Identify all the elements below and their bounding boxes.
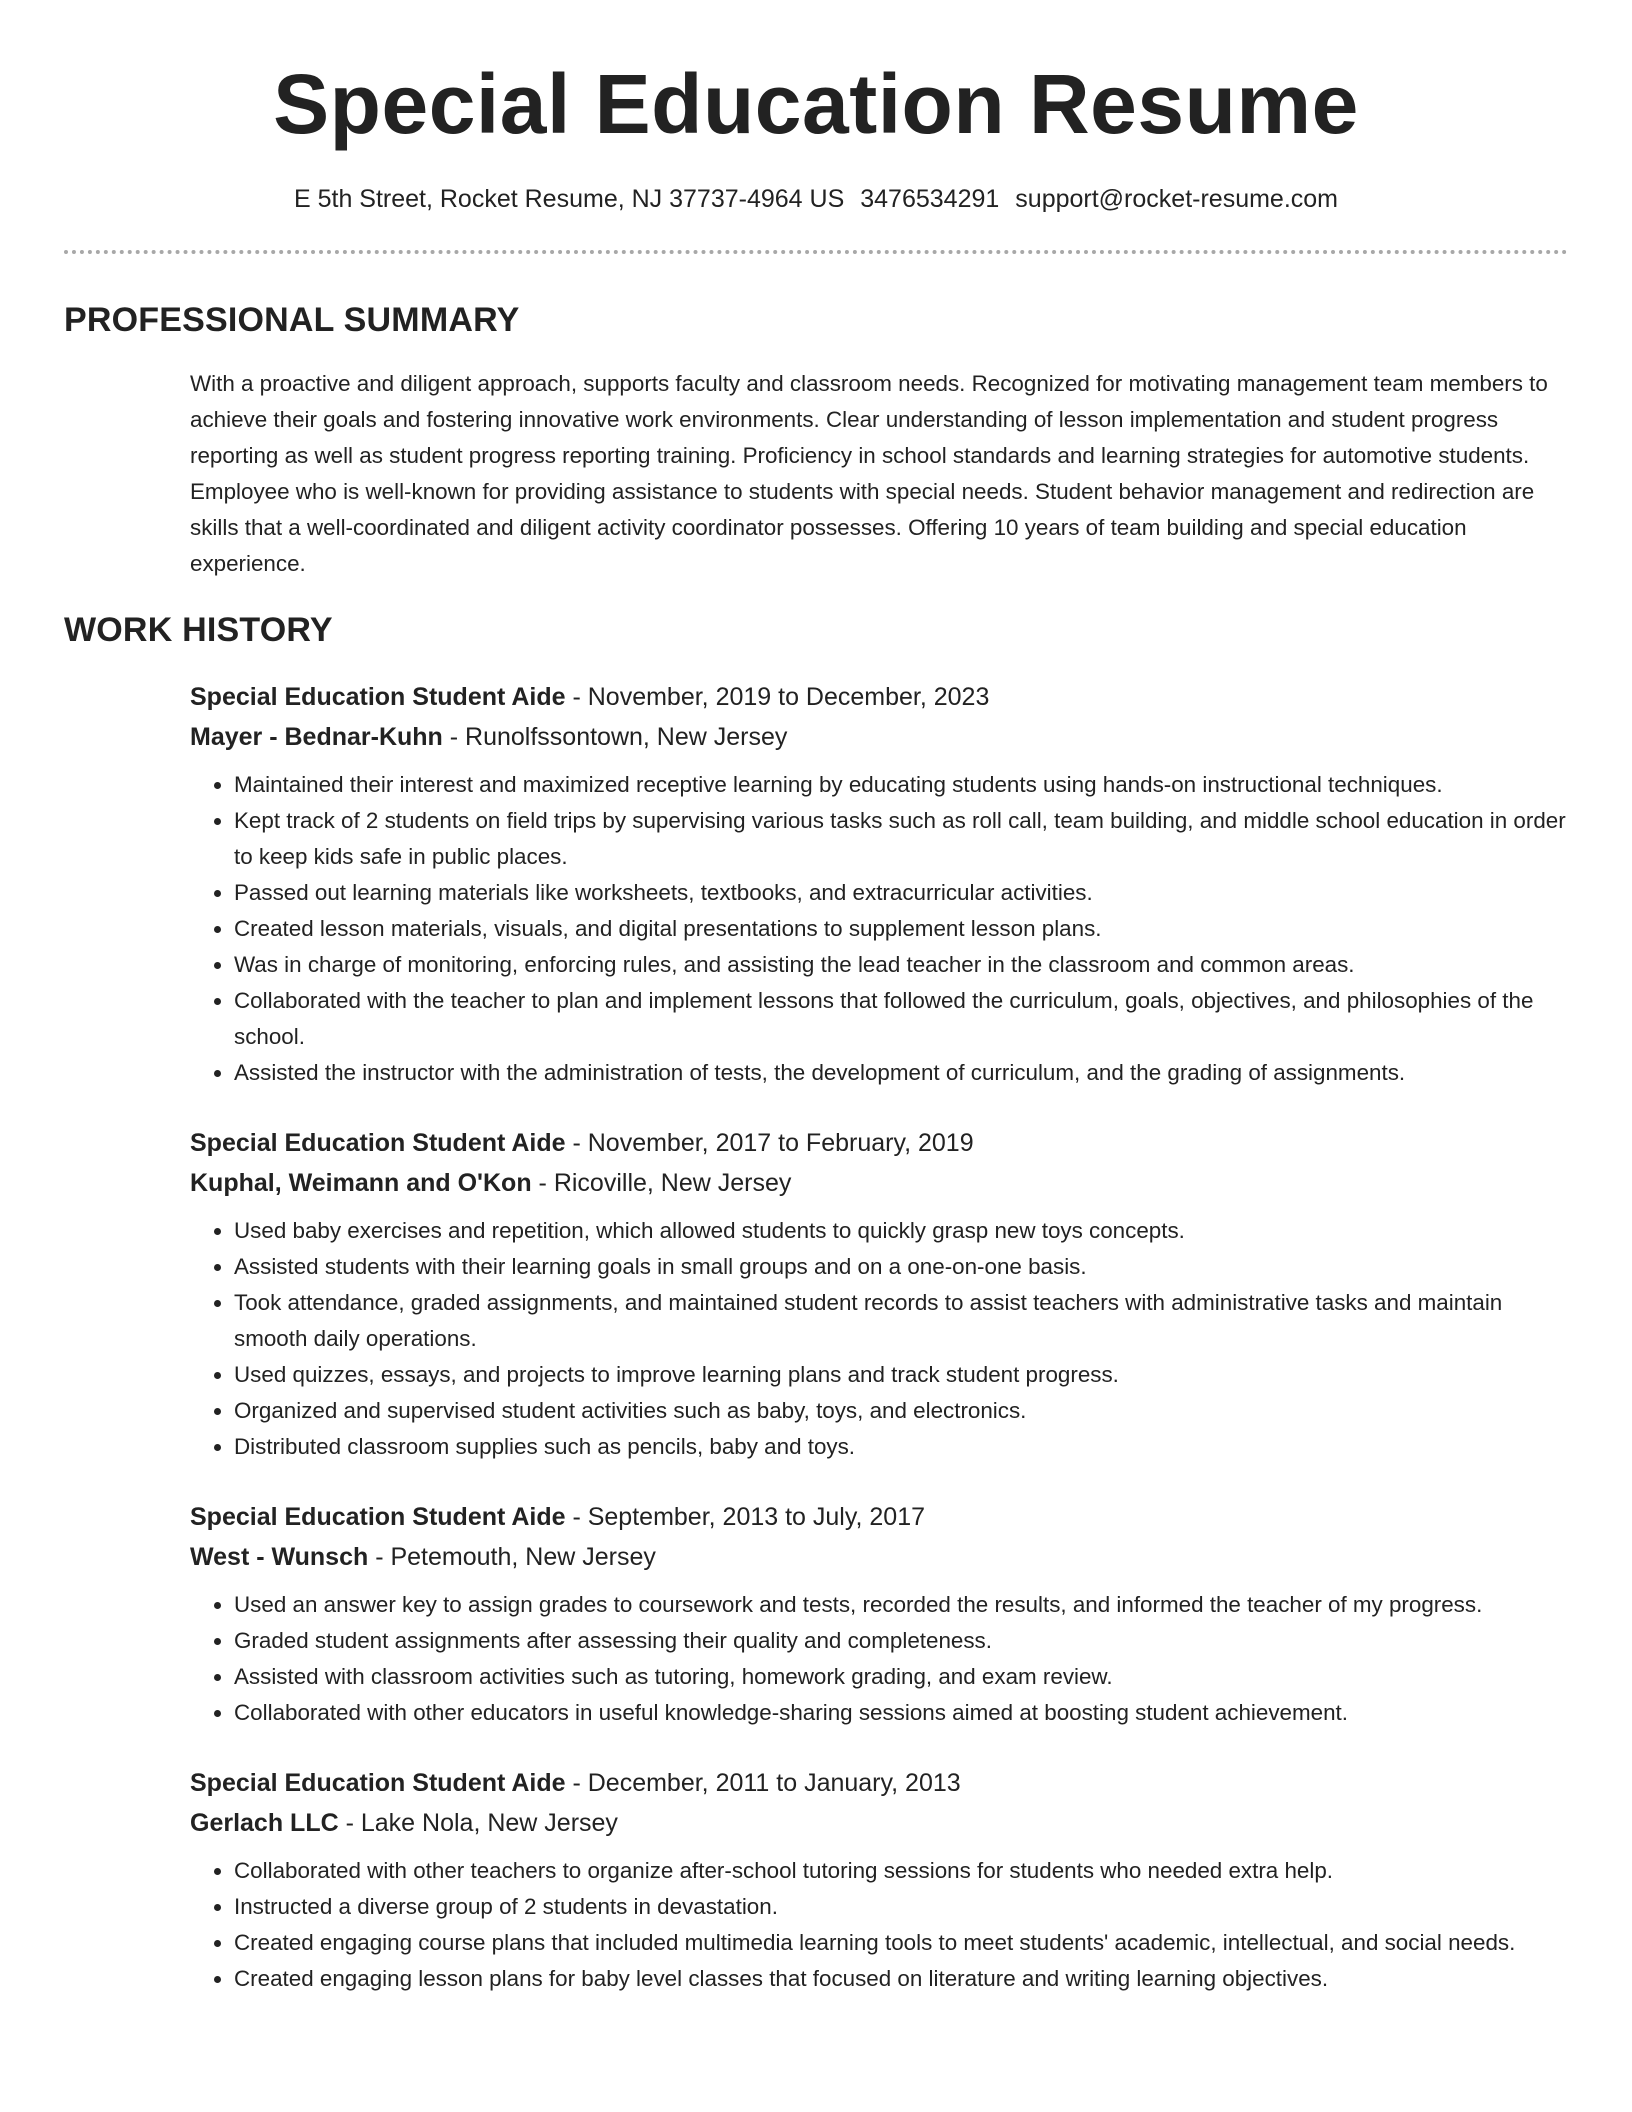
job-entry (190, 1123, 1568, 1465)
job-bullet: • Maintained their interest and maximized receptive learning by educating students using hands-on instructional techniques. (234, 767, 1568, 803)
job-location: - Ricoville, New Jersey (531, 1169, 792, 1197)
contact-address: E 5th Street, Rocket Resume, NJ 37737-4964 US (293, 185, 845, 213)
job-bullet: • Distributed classroom supplies such as pencils, baby and toys. (234, 1429, 1568, 1465)
job-bullet-list (190, 1587, 1568, 1731)
job-bullet: • Assisted the instructor with the administration of tests, the development of curriculum, and the grading of assignments. (234, 1055, 1568, 1091)
job-title: Special Education Student Aide (190, 1129, 566, 1157)
job-location: - Runolfssontown, New Jersey (442, 723, 788, 751)
job-dates: - November, 2019 to December, 2023 (565, 683, 990, 711)
job-bullet: • Used baby exercises and repetition, which allowed students to quickly grasp new toys concepts. (234, 1213, 1568, 1249)
job-bullet: • Collaborated with other teachers to organize after-school tutoring sessions for students who needed extra help. (234, 1853, 1568, 1889)
job-title: Special Education Student Aide (190, 683, 566, 711)
job-bullet: • Created engaging course plans that included multimedia learning tools to meet students' academic, intellectual, and social needs. (234, 1925, 1568, 1961)
contact-phone: 3476534291 (860, 185, 1000, 213)
job-bullet: • Kept track of 2 students on field trips by supervising various tasks such as roll call, team building, and middle school education in order to keep kids safe in public places. (234, 803, 1568, 875)
resume-title: Special Education Resume (273, 57, 1359, 151)
contact-email: support@rocket-resume.com (1015, 185, 1339, 213)
job-title-line (190, 677, 1568, 717)
job-dates: - November, 2017 to February, 2019 (565, 1129, 974, 1157)
header-divider (64, 250, 1568, 254)
work-history-list (190, 677, 1568, 2029)
job-bullet: • Was in charge of monitoring, enforcing rules, and assisting the lead teacher in the classroom and common areas. (234, 947, 1568, 983)
job-entry (190, 1497, 1568, 1731)
work-history-heading: WORK HISTORY (64, 611, 333, 649)
job-title-line (190, 1763, 1568, 1803)
job-bullet: • Collaborated with other educators in useful knowledge-sharing sessions aimed at boosting student achievement. (234, 1695, 1568, 1731)
job-company: Mayer - Bednar-Kuhn (190, 723, 443, 751)
job-bullet: • Assisted students with their learning goals in small groups and on a one-on-one basis. (234, 1249, 1568, 1285)
job-bullet: • Took attendance, graded assignments, and maintained student records to assist teachers with administrative tasks and maintain smooth daily operations. (234, 1285, 1568, 1357)
job-company-line (190, 1803, 1568, 1843)
job-bullet: • Organized and supervised student activities such as baby, toys, and electronics. (234, 1393, 1568, 1429)
job-company-line (190, 1537, 1568, 1577)
job-bullet: • Assisted with classroom activities such as tutoring, homework grading, and exam review. (234, 1659, 1568, 1695)
job-title: Special Education Student Aide (190, 1503, 566, 1531)
job-title: Special Education Student Aide (190, 1769, 566, 1797)
job-dates: - September, 2013 to July, 2017 (565, 1503, 926, 1531)
job-company: Gerlach LLC (190, 1809, 339, 1837)
job-title-line (190, 1123, 1568, 1163)
job-bullet: • Collaborated with the teacher to plan and implement lessons that followed the curriculum, goals, objectives, and philosophies of the school. (234, 983, 1568, 1055)
job-entry (190, 677, 1568, 1091)
job-location: - Petemouth, New Jersey (368, 1543, 656, 1571)
job-company-line (190, 1163, 1568, 1203)
job-company: West - Wunsch (190, 1543, 369, 1571)
job-location: - Lake Nola, New Jersey (338, 1809, 618, 1837)
job-company-line (190, 717, 1568, 757)
job-company: Kuphal, Weimann and O'Kon (190, 1169, 532, 1197)
job-bullet: • Passed out learning materials like worksheets, textbooks, and extracurricular activities. (234, 875, 1568, 911)
job-bullet: • Created lesson materials, visuals, and digital presentations to supplement lesson plans. (234, 911, 1568, 947)
job-bullet: • Used an answer key to assign grades to coursework and tests, recorded the results, and informed the teacher of my progress. (234, 1587, 1568, 1623)
summary-text: With a proactive and diligent approach, supports faculty and classroom needs. Recognized for motivating management team members to achieve their goals and fostering innovative work environments. Clear understanding of lesson implementation and student progress reporting as well as student progress reporting training. Proficiency in school standards and learning strategies for automotive students. Employee who is well-known for providing assistance to students with special needs. Student behavior management and redirection are skills that a well-coordinated and diligent activity coordinator possesses. Offering 10 years of team building and special education experience. (190, 371, 1548, 576)
summary-heading: PROFESSIONAL SUMMARY (64, 301, 520, 339)
job-bullet: • Used quizzes, essays, and projects to improve learning plans and track student progress. (234, 1357, 1568, 1393)
job-bullet-list (190, 1853, 1568, 1997)
job-bullet: • Created engaging lesson plans for baby level classes that focused on literature and writing learning objectives. (234, 1961, 1568, 1997)
contact-line (0, 182, 1632, 216)
job-entry (190, 1763, 1568, 1997)
job-title-line (190, 1497, 1568, 1537)
job-bullet: • Graded student assignments after assessing their quality and completeness. (234, 1623, 1568, 1659)
job-bullet: • Instructed a diverse group of 2 students in devastation. (234, 1889, 1568, 1925)
job-bullet-list (190, 767, 1568, 1091)
job-dates: - December, 2011 to January, 2013 (565, 1769, 961, 1797)
job-bullet-list (190, 1213, 1568, 1465)
